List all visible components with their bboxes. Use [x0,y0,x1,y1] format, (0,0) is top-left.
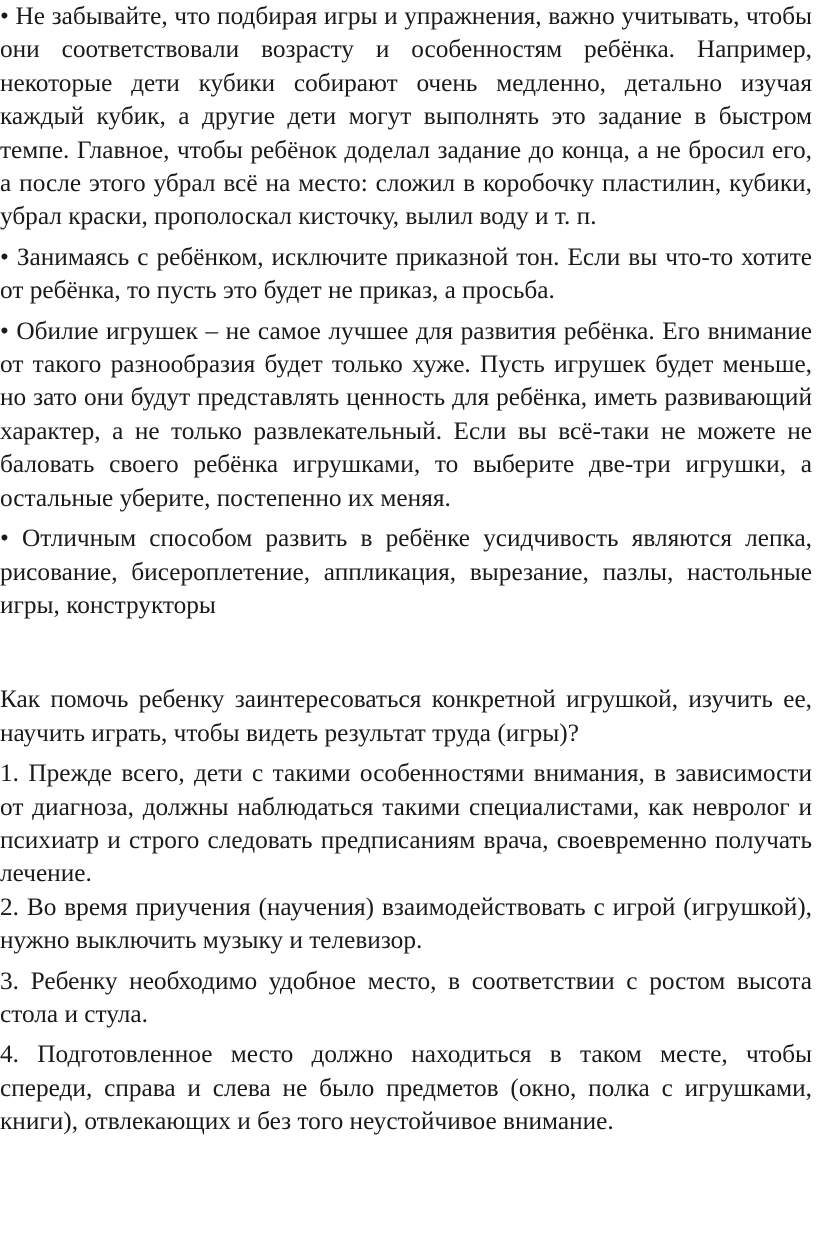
paragraph-step-1: 1. Прежде всего, дети с такими особенностями внимания, в зависимости от диагноза, должны наблюдаться такими специалистами, как невролог и психиатр и строго следовать предписаниям врача, своевременно получать лечение. [0,759,812,888]
paragraph-step-3: 3. Ребенку необходимо удобное место, в соответствии с ростом высота стола и стула. [0,966,812,1028]
paragraph-tip-tone: • Занимаясь с ребёнком, исключите приказной тон. Если вы что-то хотите от ребёнка, то пусть это будет не приказ, а просьба. [0,242,812,305]
paragraph-tip-toys-amount: • Обилие игрушек – не самое лучшее для развития ребёнка. Его внимание от такого разнообразия будет только хуже. Пусть игрушек будет меньше, но зато они будут представлять ценность для ребёнка, иметь развивающий характер, а не только развлекательный. Если вы всё-таки не можете не баловать своего ребёнка игрушками, то выберите две-три игрушки, а остальные уберите, постепенно их меняя. [0,316,812,512]
section-question: Как помочь ребенку заинтересоваться конкретной игрушкой, изучить ее, научить играть, чтобы видеть результат труда (игры)? [0,685,812,747]
paragraph-tip-activities: • Отличным способом развить в ребёнке усидчивость являются лепка, рисование, бисероплетение, аппликация, вырезание, пазлы, настольные игры, конструкторы [0,524,812,619]
paragraph-tip-games-age: • Не забывайте, что подбирая игры и упражнения, важно учитывать, чтобы они соответствовали возрасту и особенностям ребёнка. Например, некоторые дети кубики собирают очень медленно, детально изучая каждый кубик, а другие дети могут выполнять это задание в быстром темпе. Главное, чтобы ребёнок доделал задание до конца, а не бросил его, а после этого убрал всё на место: сложил в коробочку пластилин, кубики, убрал краски, прополоскал кисточку, вылил воду и т. п. [0,2,812,231]
paragraph-step-2: 2. Во время приучения (научения) взаимодействовать с игрой (игрушкой), нужно выключить музыку и телевизор. [0,892,812,955]
paragraph-step-4: 4. Подготовленное место должно находиться в таком месте, чтобы спереди, справа и слева не было предметов (окно, полка с игрушками, книги), отвлекающих и без того неустойчивое внимание. [0,1040,812,1136]
